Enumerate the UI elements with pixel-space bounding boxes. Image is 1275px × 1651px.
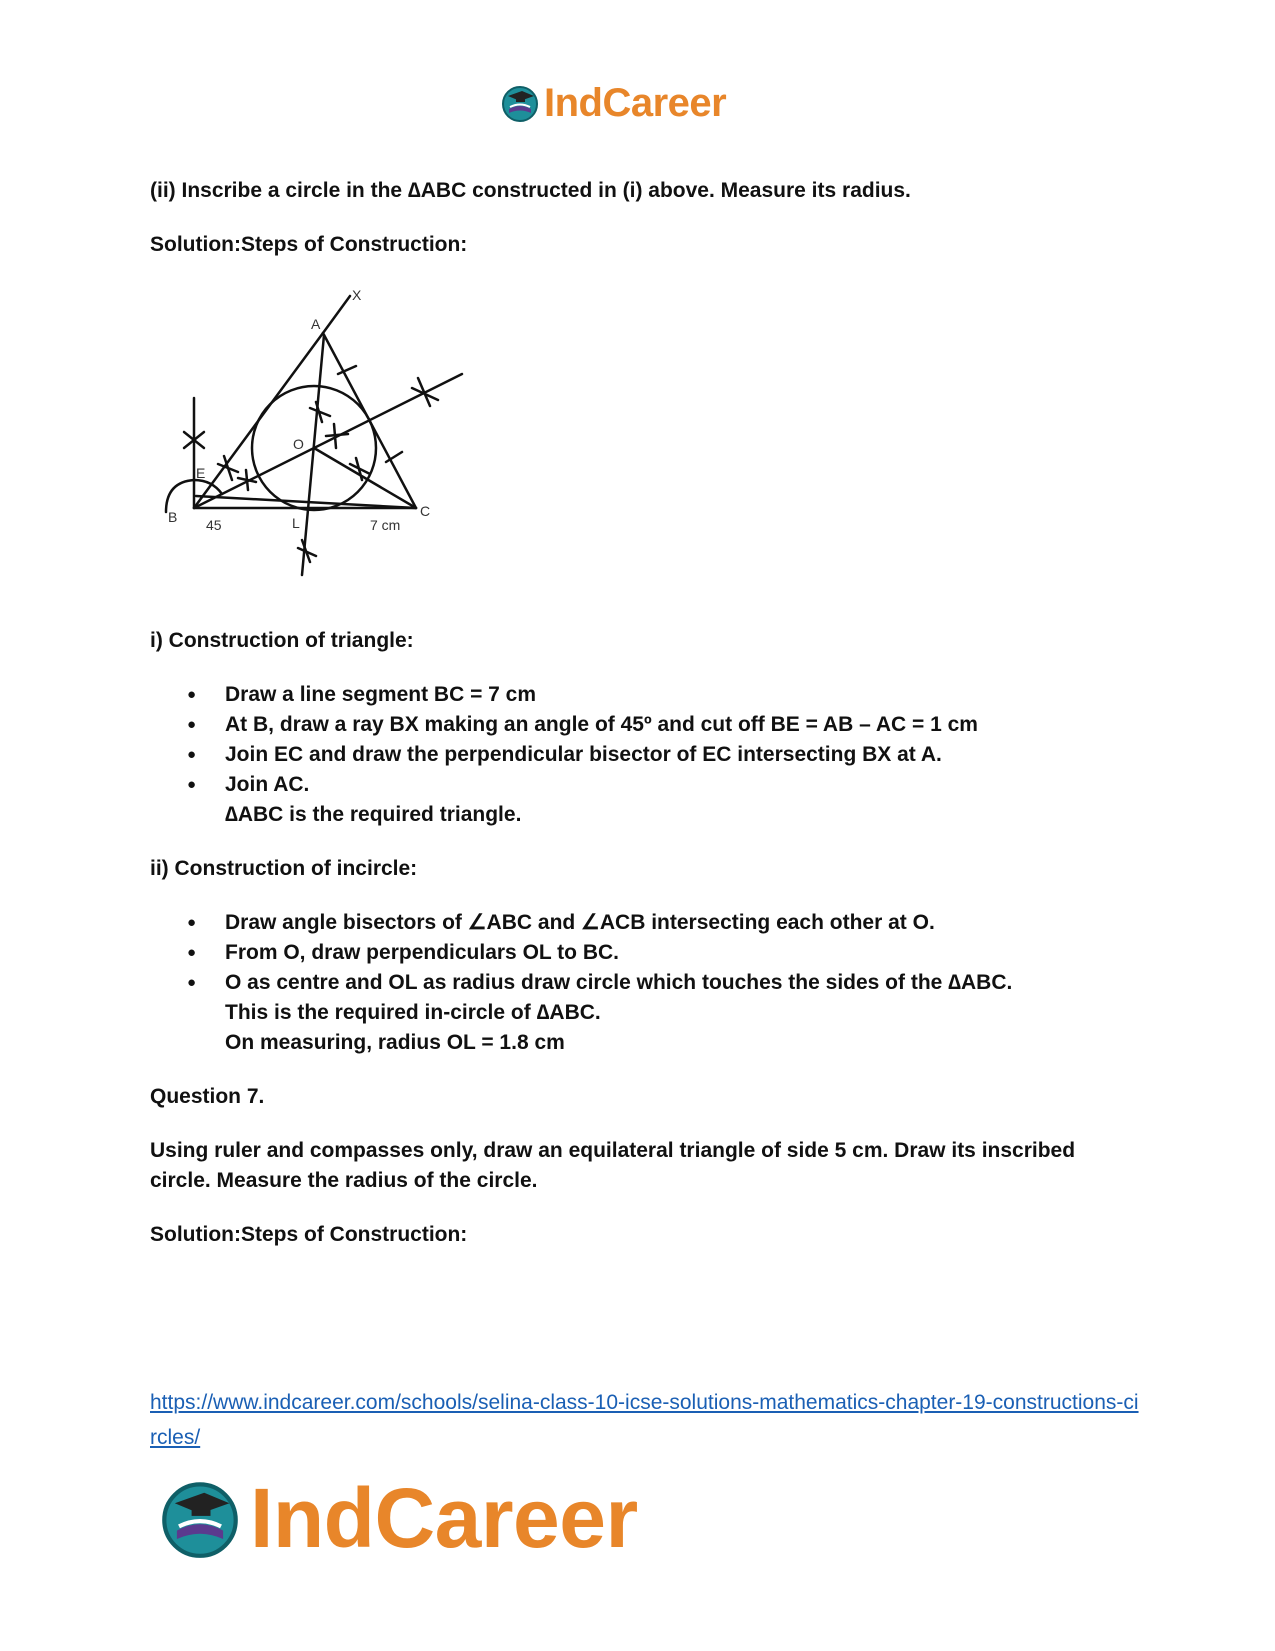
incircle-steps-list	[150, 908, 1140, 1058]
main-content	[150, 176, 1140, 1250]
graduation-globe-icon	[500, 83, 540, 123]
footer-logo	[158, 1468, 638, 1568]
question-7-text: Using ruler and compasses only, draw an equilateral triangle of side 5 cm. Draw its inscribed circle. Measure the radius of the circle.	[150, 1139, 1076, 1192]
radius-measurement: On measuring, radius OL = 1.8 cm	[225, 1031, 565, 1054]
incircle-result-line: This is the required in-circle of ∆ABC.	[225, 1001, 601, 1024]
graduation-globe-icon	[158, 1476, 242, 1560]
label-x: X	[352, 290, 362, 303]
label-b: B	[168, 509, 178, 525]
triangle-construction-heading: i) Construction of triangle:	[150, 629, 414, 652]
question-7-solution-heading: Solution:Steps of Construction:	[150, 1223, 468, 1246]
label-c: C	[420, 503, 431, 519]
label-l: L	[292, 515, 300, 531]
source-url-link[interactable]: https://www.indcareer.com/schools/selina-class-10-icse-solutions-mathematics-chapter-19-constructions-circles/	[150, 1391, 1139, 1449]
triangle-result: ∆ABC is the required triangle.	[225, 803, 522, 826]
logo-wordmark: IndCareer	[250, 1470, 638, 1565]
logo-wordmark: IndCareer	[544, 80, 727, 125]
list-item: ● Draw a line segment BC = 7 cm	[225, 680, 1140, 710]
question-7-label: Question 7.	[150, 1085, 265, 1108]
part-ii-question: (ii) Inscribe a circle in the ∆ABC constructed in (i) above. Measure its radius.	[150, 179, 911, 202]
label-angle: 45	[206, 517, 222, 533]
list-item: ● Join EC and draw the perpendicular bisector of EC intersecting BX at A.	[225, 740, 1140, 770]
solution-heading: Solution:Steps of Construction:	[150, 233, 468, 256]
label-a: A	[311, 316, 321, 332]
triangle-steps-list	[150, 680, 1140, 830]
list-item: ● Draw angle bisectors of ∠ABC and ∠ACB intersecting each other at O.	[225, 908, 1140, 938]
list-item: ● At B, draw a ray BX making an angle of 45º and cut off BE = AB – AC = 1 cm	[225, 710, 1140, 740]
label-length: 7 cm	[370, 517, 401, 533]
list-item: ● From O, draw perpendiculars OL to BC.	[225, 938, 1140, 968]
incircle-construction-heading: ii) Construction of incircle:	[150, 857, 418, 880]
label-o: O	[293, 436, 304, 452]
list-item: ● O as centre and OL as radius draw circle which touches the sides of the ∆ABC. This is the required in-circle of ∆ABC. On measuring, radius OL = 1.8 cm	[225, 968, 1140, 1058]
label-e: E	[196, 465, 206, 481]
header-logo	[500, 78, 726, 128]
list-item: ● Join AC. ∆ABC is the required triangle.	[225, 770, 1140, 830]
